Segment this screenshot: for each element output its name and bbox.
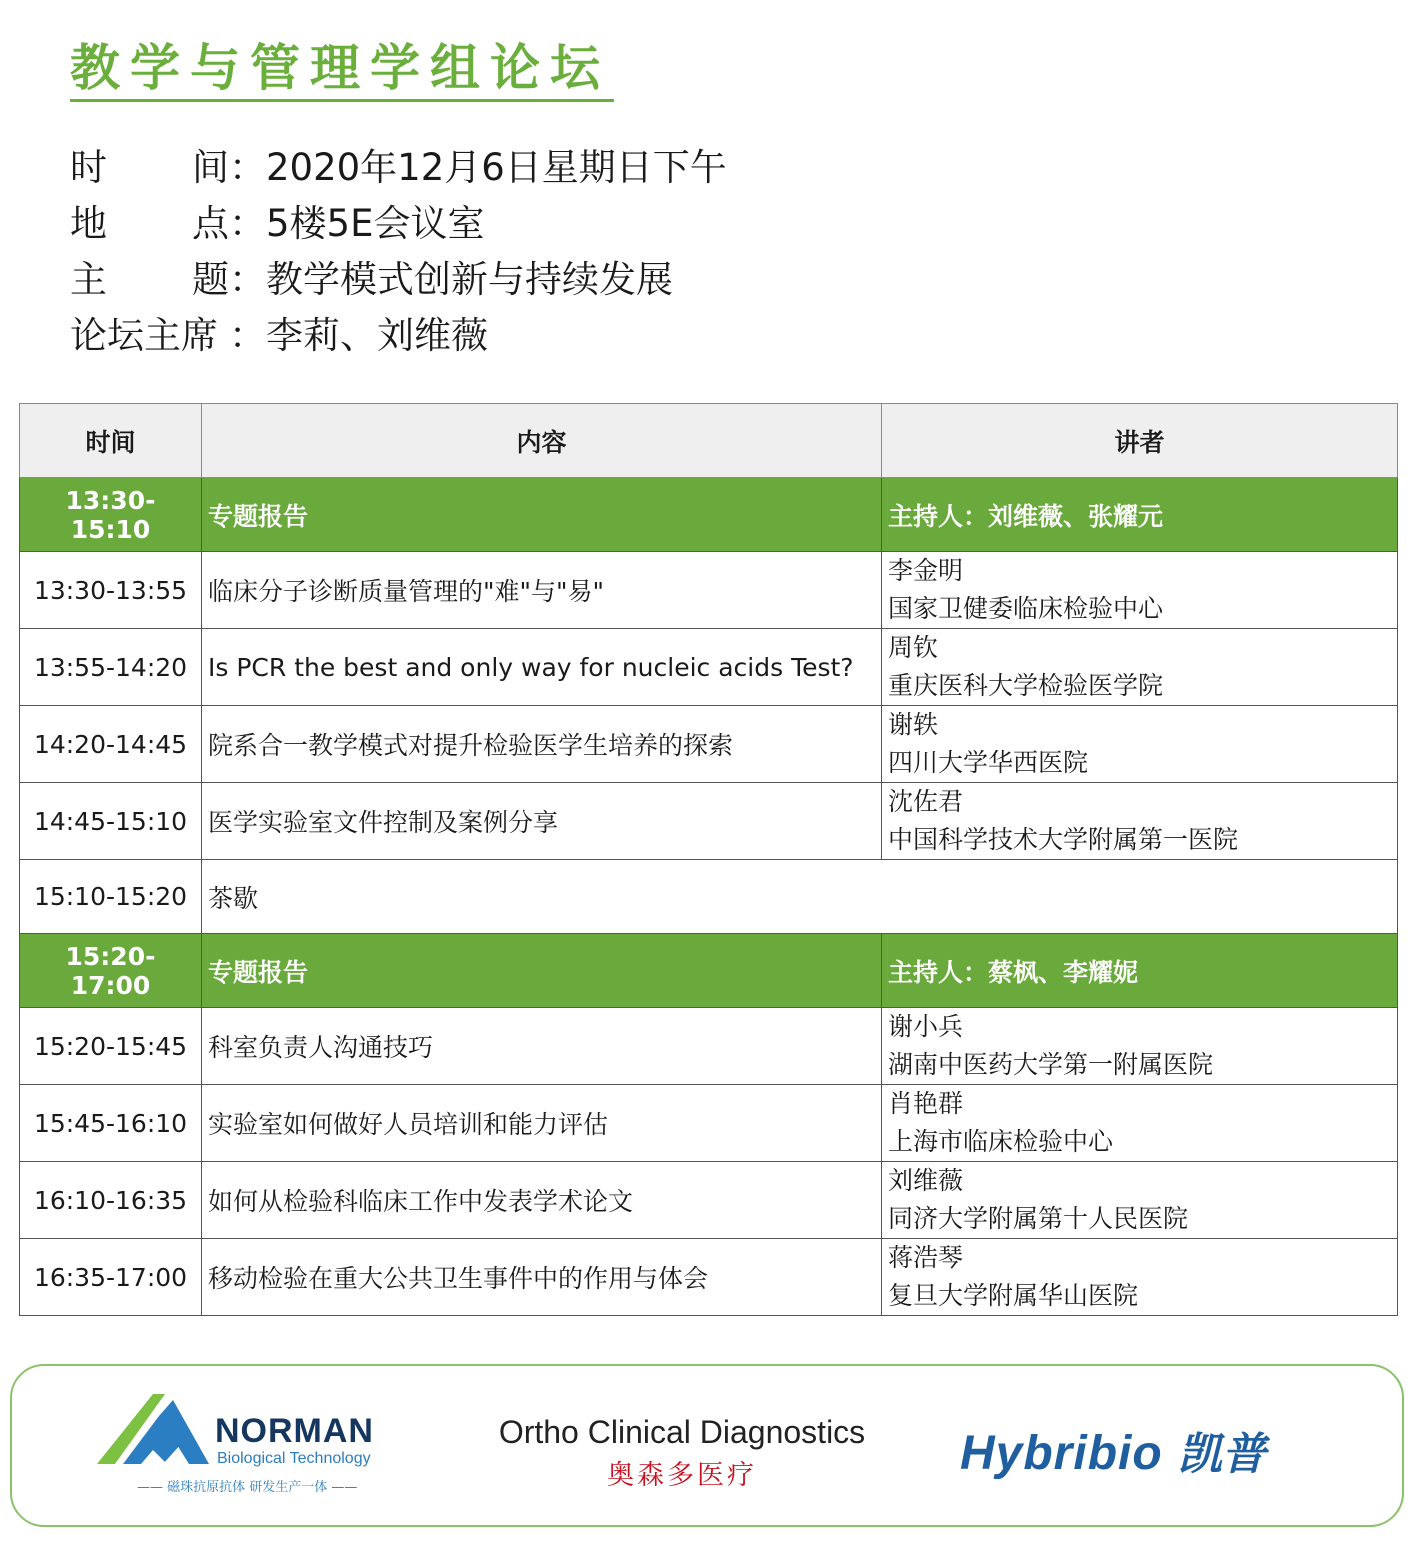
info-value-time: 2020年12月6日星期日下午 xyxy=(266,146,727,189)
talk-time: 14:45-15:10 xyxy=(20,783,202,860)
hybribio-chinese-name: 凯普 xyxy=(1177,1429,1266,1480)
table-row xyxy=(20,629,1398,706)
talk-time: 15:45-16:10 xyxy=(20,1085,202,1162)
talk-time: 15:20-15:45 xyxy=(20,1008,202,1085)
section-row xyxy=(20,478,1398,552)
section-time: 15:20-17:00 xyxy=(20,934,202,1008)
info-label-a: 时 xyxy=(70,146,107,189)
norman-subtitle: Biological Technology xyxy=(217,1450,371,1467)
section-row xyxy=(20,934,1398,1008)
speaker-name: 蒋浩琴 xyxy=(888,1243,964,1272)
section-title: 专题报告 xyxy=(202,478,882,552)
talk-title: 移动检验在重大公共卫生事件中的作用与体会 xyxy=(202,1239,882,1316)
talk-speaker-cell xyxy=(882,706,1398,783)
break-time: 15:10-15:20 xyxy=(20,860,202,934)
speaker-name: 谢小兵 xyxy=(888,1012,964,1041)
table-header-row xyxy=(20,404,1398,478)
talk-title: 实验室如何做好人员培训和能力评估 xyxy=(202,1085,882,1162)
speaker-affiliation: 上海市临床检验中心 xyxy=(888,1127,1114,1156)
speaker-name: 刘维薇 xyxy=(888,1166,964,1195)
hybribio-name: Hybribio xyxy=(960,1427,1163,1480)
info-label-b: 间： xyxy=(192,146,266,189)
talk-speaker-cell xyxy=(882,783,1398,860)
ortho-name: Ortho Clinical Diagnostics xyxy=(498,1414,866,1450)
speaker-affiliation: 同济大学附属第十人民医院 xyxy=(888,1204,1189,1233)
speaker-name: 肖艳群 xyxy=(888,1089,964,1118)
title-underline xyxy=(70,99,614,102)
norman-tagline: —— 磁珠抗原抗体 研发生产一体 —— xyxy=(137,1480,358,1495)
speaker-affiliation: 复旦大学附属华山医院 xyxy=(888,1281,1139,1310)
norman-name: NORMAN xyxy=(215,1412,374,1450)
info-label-a: 地 xyxy=(70,202,107,245)
section-moderators: 主持人：刘维薇、张耀元 xyxy=(882,478,1398,552)
table-row xyxy=(20,1085,1398,1162)
speaker-name: 沈佐君 xyxy=(888,787,964,816)
speaker-affiliation: 四川大学华西医院 xyxy=(888,748,1089,777)
info-label xyxy=(70,308,266,364)
table-row xyxy=(20,1008,1398,1085)
speaker-affiliation: 中国科学技术大学附属第一医院 xyxy=(888,825,1239,854)
section-title: 专题报告 xyxy=(202,934,882,1008)
info-row-topic xyxy=(70,252,727,308)
info-value-chair: 李莉、刘维薇 xyxy=(266,314,488,357)
ortho-logo xyxy=(497,1414,867,1492)
header-time: 时间 xyxy=(20,404,202,478)
table-row xyxy=(20,706,1398,783)
info-label xyxy=(70,140,266,196)
talk-time: 16:35-17:00 xyxy=(20,1239,202,1316)
section-moderators: 主持人：蔡枫、李耀妮 xyxy=(882,934,1398,1008)
speaker-name: 周钦 xyxy=(888,633,939,662)
info-row-location xyxy=(70,196,727,252)
speaker-name: 谢轶 xyxy=(888,710,939,739)
talk-speaker-cell xyxy=(882,629,1398,706)
info-label-b: 题： xyxy=(192,258,266,301)
schedule-body xyxy=(20,478,1398,1316)
info-row-chair xyxy=(70,308,727,364)
ortho-chinese-name: 奥森多医疗 xyxy=(607,1460,757,1491)
talk-time: 13:30-13:55 xyxy=(20,552,202,629)
talk-speaker-cell xyxy=(882,1008,1398,1085)
talk-speaker-cell xyxy=(882,1085,1398,1162)
info-value-topic: 教学模式创新与持续发展 xyxy=(266,258,673,301)
talk-title: 科室负责人沟通技巧 xyxy=(202,1008,882,1085)
talk-title: 如何从检验科临床工作中发表学术论文 xyxy=(202,1162,882,1239)
speaker-affiliation: 重庆医科大学检验医学院 xyxy=(888,671,1164,700)
info-row-time xyxy=(70,140,727,196)
info-value-location: 5楼5E会议室 xyxy=(266,202,485,245)
talk-time: 13:55-14:20 xyxy=(20,629,202,706)
table-row xyxy=(20,783,1398,860)
talk-title: 临床分子诊断质量管理的"难"与"易" xyxy=(202,552,882,629)
info-label-b: 点： xyxy=(192,202,266,245)
schedule-table xyxy=(19,403,1398,1316)
sponsor-panel xyxy=(10,1364,1404,1527)
info-label-b: ： xyxy=(229,314,266,357)
talk-title: Is PCR the best and only way for nucleic acids Test? xyxy=(202,629,882,706)
talk-time: 16:10-16:35 xyxy=(20,1162,202,1239)
speaker-affiliation: 湖南中医药大学第一附属医院 xyxy=(888,1050,1214,1079)
norman-logo xyxy=(97,1394,387,1494)
talk-speaker-cell xyxy=(882,1239,1398,1316)
section-time: 13:30-15:10 xyxy=(20,478,202,552)
info-label xyxy=(70,196,266,252)
event-info xyxy=(70,140,727,364)
page-title: 教学与管理学组论坛 xyxy=(70,39,610,97)
table-row xyxy=(20,1239,1398,1316)
talk-title: 院系合一教学模式对提升检验医学生培养的探索 xyxy=(202,706,882,783)
info-label-a: 主 xyxy=(70,258,107,301)
break-row xyxy=(20,860,1398,934)
header-content: 内容 xyxy=(202,404,882,478)
talk-time: 14:20-14:45 xyxy=(20,706,202,783)
break-label: 茶歇 xyxy=(202,860,1398,934)
talk-speaker-cell xyxy=(882,552,1398,629)
table-row xyxy=(20,1162,1398,1239)
info-label xyxy=(70,252,266,308)
table-row xyxy=(20,552,1398,629)
norman-mountain-icon xyxy=(97,1394,209,1466)
speaker-name: 李金明 xyxy=(888,556,964,585)
hybribio-logo xyxy=(960,1418,1266,1482)
info-label-a: 论坛主席 xyxy=(70,314,218,357)
speaker-affiliation: 国家卫健委临床检验中心 xyxy=(888,594,1164,623)
header-speaker: 讲者 xyxy=(882,404,1398,478)
talk-speaker-cell xyxy=(882,1162,1398,1239)
talk-title: 医学实验室文件控制及案例分享 xyxy=(202,783,882,860)
